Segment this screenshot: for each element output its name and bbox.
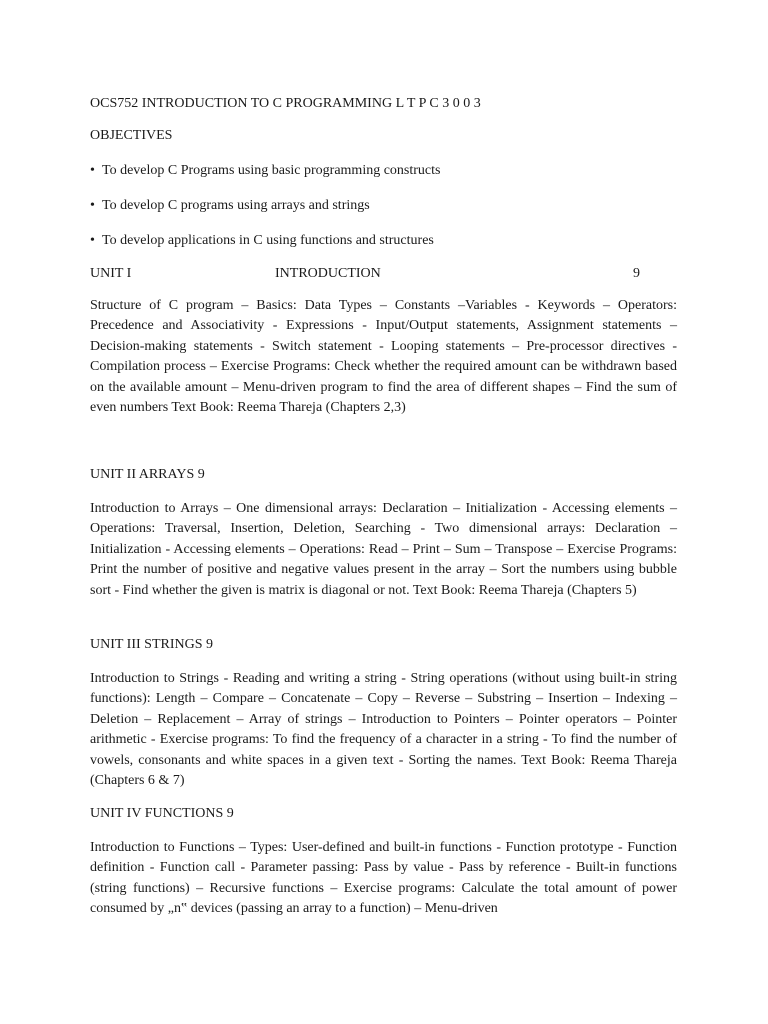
objectives-heading: OBJECTIVES bbox=[90, 128, 173, 143]
unit-3-heading: UNIT III STRINGS 9 bbox=[90, 637, 214, 652]
objective-item bbox=[90, 233, 434, 249]
unit-1-hours: 9 bbox=[633, 266, 640, 281]
bullet-icon: • bbox=[90, 233, 95, 248]
unit-2-content: Introduction to Arrays – One dimensional arrays: Declaration – Initialization - Accessing elements – Operations: Traversal, Insertion, Deletion, Searching - Two dimensional arrays: Declaration – Initialization - Accessing elements – Operations: Read – Print – Sum – Transpose – Exercise Programs: Print the number of positive and negative values present in the array – Sort the numbers using bubble sort - Find whether the given is matrix is diagonal or not. Text Book: Reema Thareja (Chapters 5) bbox=[90, 501, 677, 598]
unit-3-content: Introduction to Strings - Reading and writing a string - String operations (without using built-in string functions): Length – Compare – Concatenate – Copy – Reverse – Substring – Insertion – Indexing – Deletion – Replacement – Array of strings – Introduction to Pointers – Pointer operators – Pointer arithmetic - Exercise programs: To find the frequency of a character in a string - To find the number of vowels, consonants and white spaces in a given text - Sorting the names. Text Book: Reema Thareja (Chapters 6 & 7) bbox=[90, 671, 677, 789]
objective-text: To develop C Programs using basic programming constructs bbox=[102, 163, 441, 178]
bullet-icon: • bbox=[90, 198, 95, 213]
unit-4-content: Introduction to Functions – Types: User-defined and built-in functions - Function prototype - Function definition - Function call - Parameter passing: Pass by value - Pass by reference - Built-in functions (string functions) – Recursive functions – Exercise programs: Calculate the total amount of power consumed by „n‟ devices (passing an array to a function) – Menu-driven bbox=[90, 840, 677, 917]
unit-4-heading: UNIT IV FUNCTIONS 9 bbox=[90, 806, 234, 821]
objective-item bbox=[90, 163, 440, 179]
objective-item bbox=[90, 198, 370, 214]
course-heading: OCS752 INTRODUCTION TO C PROGRAMMING L T P C 3 0 0 3 bbox=[90, 96, 481, 111]
unit-1-label: UNIT I bbox=[90, 266, 132, 281]
unit-2-heading: UNIT II ARRAYS 9 bbox=[90, 467, 205, 482]
unit-1-title: INTRODUCTION bbox=[275, 266, 381, 281]
unit-1-content: Structure of C program – Basics: Data Types – Constants –Variables - Keywords – Operators: Precedence and Associativity - Expressions - Input/Output statements, Assignment statements – Decision-making statements - Switch statement - Looping statements – Pre-processor directives - Compilation process – Exercise Programs: Check whether the required amount can be withdrawn based on the available amount – Menu-driven program to find the area of different shapes – Find the sum of even numbers Text Book: Reema Thareja (Chapters 2,3) bbox=[90, 298, 677, 416]
objective-text: To develop applications in C using functions and structures bbox=[102, 233, 434, 248]
bullet-icon: • bbox=[90, 163, 95, 178]
objective-text: To develop C programs using arrays and strings bbox=[102, 198, 370, 213]
